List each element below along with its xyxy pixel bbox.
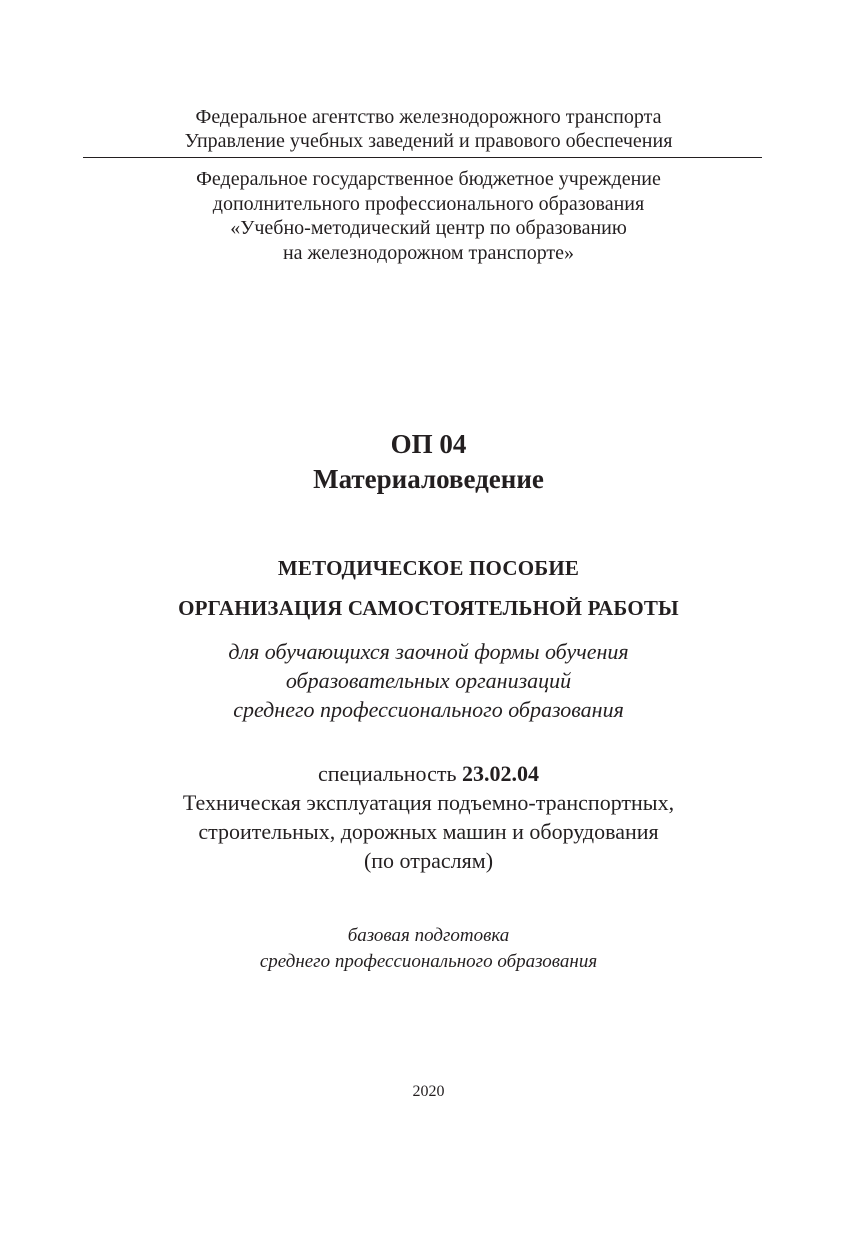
agency-name: Федеральное агентство железнодорожного транспорта <box>195 106 662 128</box>
specialty-name-line-1: Техническая эксплуатация подъемно-транспортных, <box>182 790 675 815</box>
specialty-number: 23.02.04 <box>462 761 540 786</box>
specialty-name-line-3: (по отраслям) <box>363 848 494 873</box>
audience-line-1: для обучающихся заочной формы обучения <box>228 639 629 664</box>
document-type: МЕТОДИЧЕСКОЕ ПОСОБИЕ <box>277 556 580 580</box>
audience-line-3: среднего профессионального образования <box>233 697 624 722</box>
document-subtitle: ОРГАНИЗАЦИЯ САМОСТОЯТЕЛЬНОЙ РАБОТЫ <box>178 596 679 620</box>
institution-line-3: «Учебно-методический центр по образованию <box>230 217 627 239</box>
institution-line-1: Федеральное государственное бюджетное учреждение <box>196 168 661 190</box>
institution-line-4: на железнодорожном транспорте» <box>282 242 575 264</box>
audience-line-2: образовательных организаций <box>285 668 572 693</box>
publication-year: 2020 <box>412 1083 445 1100</box>
header-divider <box>83 157 762 158</box>
course-subject: Материаловедение <box>313 464 544 494</box>
specialty-name-line-2: строительных, дорожных машин и оборудования <box>198 819 659 844</box>
agency-department: Управление учебных заведений и правового обеспечения <box>184 130 673 152</box>
institution-line-2: дополнительного профессионального образования <box>212 193 645 215</box>
specialty-prefix: специальность <box>317 761 463 786</box>
course-code: ОП 04 <box>390 429 467 459</box>
level-line-1: базовая подготовка <box>347 925 510 946</box>
level-line-2: среднего профессионального образования <box>259 951 598 972</box>
specialty-line <box>0 763 857 785</box>
